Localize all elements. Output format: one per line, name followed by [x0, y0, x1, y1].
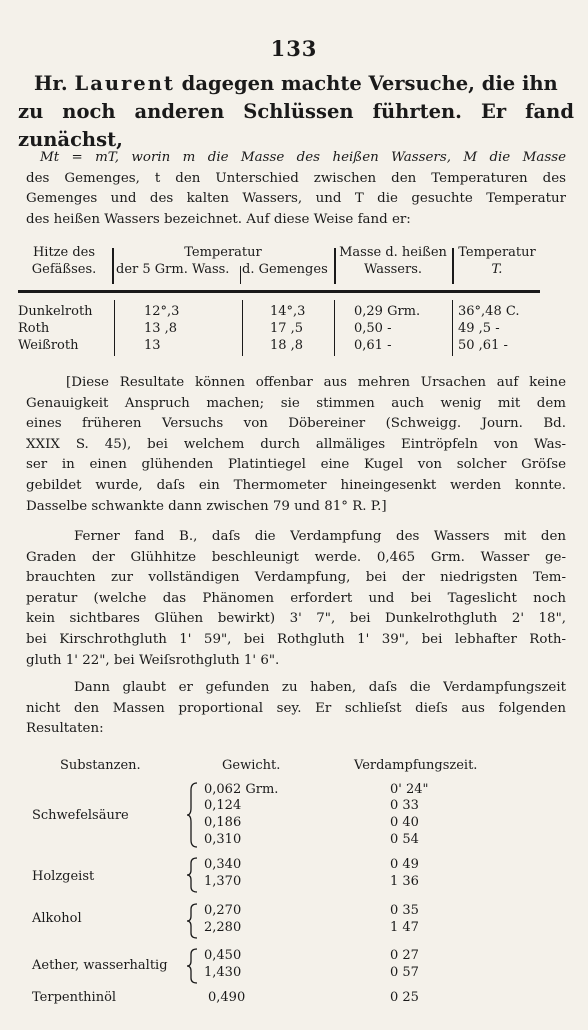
- formula-paragraph: [26, 148, 566, 230]
- header-masse: Masse d. heißen Wassers.: [339, 245, 447, 277]
- ferner-paragraph: [26, 527, 566, 671]
- formula-line: Mt = mT, worin m die Masse des heißen Wassers, M die Masse: [40, 150, 566, 165]
- text-line: eines früheren Versuchs von Döbereiner (Schweigg. Journ. Bd.: [26, 416, 566, 432]
- brace-icon: [186, 948, 198, 984]
- text-line: des Gemenges, t den Unterschied zwischen den Temperaturen des: [26, 170, 566, 186]
- author-name: Laurent: [74, 72, 175, 95]
- header-temperatur: Temperatur der 5 Grm. Wass. d. Gemenges: [116, 245, 328, 277]
- brace-icon: [186, 782, 198, 848]
- text-line: Graden der Glühhitze beschleunigt werde. 0,465 Grm. Wasser ge-: [26, 549, 566, 565]
- text-line: Dasselbe schwankte dann zwischen 79 und 81° R. P.]: [26, 498, 387, 514]
- header-gewicht: Gewicht.: [222, 758, 281, 773]
- text-line: ser in einen glühenden Platintiegel eine Kugel von solcher Gröſse: [26, 457, 566, 473]
- header-temp-wasser: der 5 Grm. Wass.: [116, 262, 230, 277]
- bracket-paragraph: [26, 373, 566, 517]
- text-line: nicht den Massen proportional sey. Er schlieſst dieſs aus folgenden: [26, 700, 566, 716]
- temperature-table: Hitze des Gefäßses. Temperatur der 5 Grm. Wass. d. Gemenges Masse d. heißen Wassers. Temperatur T. Dunkelroth 12°,3 14°,3 0,29 Grm. 36°,48 C. Roth 13 ,8 17 ,5 0,50 - 49 ,5 - Weißroth 13 18 ,8 0,61 - 50 ,61 -: [18, 244, 540, 364]
- header-rule: [18, 290, 540, 293]
- text-line: bei Kirschrothgluth 1' 59", bei Rothgluth 1' 39", bei lebhafter Roth-: [26, 631, 566, 647]
- brace-icon: [186, 857, 198, 893]
- text-line: Gemenges und des kalten Wassers, und T die gesuchte Temperatur: [26, 191, 566, 207]
- column-rule: [112, 248, 114, 284]
- lead-line-2: zu noch anderen Schlüssen führten. Er fand zunächst,: [18, 100, 574, 151]
- text-line: gluth 1' 22", bei Weiſsrothgluth 1' 6".: [26, 652, 280, 668]
- text-line: [Diese Resultate können offenbar aus mehren Ursachen auf keine: [66, 375, 566, 390]
- lead-paragraph: [18, 70, 574, 154]
- column-rule: [334, 300, 335, 356]
- page-number: 133: [270, 36, 318, 61]
- column-rule: [452, 248, 454, 284]
- text-line: XXIX S. 45), bei welchem durch allmäliges Eintröpfeln von Was-: [26, 436, 566, 452]
- header-hitze: Hitze des Gefäßses.: [31, 245, 97, 277]
- text-line: Genauigkeit Anspruch machen; sie stimmen auch wenig mit dem: [26, 395, 566, 411]
- lead-line-1: Hr. Laurent dagegen machte Versuche, die ihn: [34, 72, 558, 95]
- column-rule: [114, 300, 115, 356]
- column-rule: [334, 248, 336, 284]
- column-rule: [240, 266, 241, 284]
- text-line: brauchten zur vollständigen Verdampfung, bei der niedrigsten Tem-: [26, 570, 566, 586]
- header-temp-t: Temperatur T.: [458, 245, 536, 277]
- text-line: peratur (welche das Phänomen erfordert und bei Tageslicht noch: [26, 590, 566, 606]
- text-line: Ferner fand B., daſs die Verdampfung des Wassers mit den: [74, 529, 566, 544]
- dann-paragraph: [26, 678, 566, 740]
- header-temp-gemenge: d. Gemenges: [242, 262, 328, 277]
- header-substanz: Substanzen.: [60, 758, 141, 773]
- column-rule: [242, 300, 243, 356]
- header-zeit: Verdampfungszeit.: [354, 758, 478, 773]
- brace-icon: [186, 903, 198, 939]
- text-line: Resultaten:: [26, 721, 104, 737]
- evaporation-table: Substanzen. Gewicht. Verdampfungszeit. Schwefelsäure 0,062 Grm. 0' 24" 0,124 0 33 0,186 0 40 0,310 0 54 Holzgeist 0,340 0 49 1,370 1 36 Alkohol 0,270 0 35 2,280 1 47 Aether, wasserhaltig 0,450 0 27 1,430 0 57 Terpenthinöl 0,490 0 25: [32, 758, 478, 1005]
- text-line: kein sichtbares Glühen bewirkt) 3' 7", bei Dunkelrothgluth 2' 18",: [26, 611, 566, 627]
- text-line: des heißen Wassers bezeichnet. Auf diese Weise fand er:: [26, 211, 411, 227]
- text-line: gebildet wurde, daſs ein Thermometer hineingesenkt werden konnte.: [26, 477, 566, 493]
- column-rule: [452, 300, 453, 356]
- text-line: Dann glaubt er gefunden zu haben, daſs die Verdampfungszeit: [74, 680, 566, 695]
